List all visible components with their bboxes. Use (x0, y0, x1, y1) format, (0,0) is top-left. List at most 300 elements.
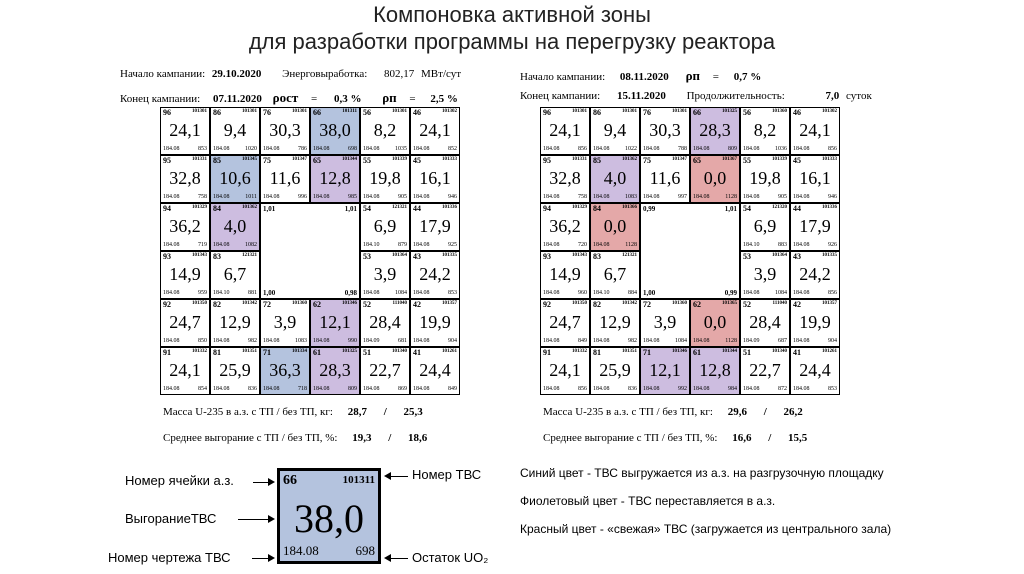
burnup-value: 19,8 (749, 168, 781, 188)
tvs-number: 101331 (192, 157, 207, 162)
corner-coefficient: 1,01 (263, 205, 276, 213)
tvs-number: 101360 (772, 109, 787, 114)
tvs-number: 101350 (192, 301, 207, 306)
central-channel-area (260, 203, 360, 299)
burnup-value: 6,7 (223, 264, 247, 284)
right-mass-summary (543, 406, 803, 418)
core-cell (210, 155, 260, 203)
burnup-value: 24,2 (799, 264, 831, 284)
uo2-residue: 687 (778, 338, 787, 344)
burnup-value: 24,1 (799, 120, 831, 140)
drawing-number: 184.08 (363, 386, 380, 392)
tvs-number: 101364 (392, 253, 407, 258)
core-cell (160, 107, 210, 155)
core-cell (640, 299, 690, 347)
cell-number: 91 (543, 348, 551, 357)
cell-number: 56 (743, 108, 751, 117)
uo2-residue: 856 (828, 290, 837, 296)
tvs-number: 101331 (572, 157, 587, 162)
right-rho-p-value: 0,7 % (733, 71, 762, 83)
uo2-residue: 946 (448, 194, 457, 200)
tvs-number: 101301 (572, 109, 587, 114)
core-layout-left (160, 107, 460, 395)
note-blue: Синий цвет - ТВС выгружается из а.з. на разгрузочную площадку (520, 466, 884, 480)
drawing-number: 184.10 (213, 290, 230, 296)
legend-label-cell-number: Номер ячейки а.з. (125, 473, 234, 488)
cell-number: 56 (363, 108, 371, 117)
right-mass-sep: / (763, 406, 767, 418)
core-cell (790, 251, 840, 299)
core-cell (410, 251, 460, 299)
drawing-number: 184.08 (693, 146, 710, 152)
uo2-residue: 809 (728, 146, 737, 152)
drawing-number: 184.10 (593, 290, 610, 296)
core-cell (360, 299, 410, 347)
tvs-number: 101357 (442, 301, 457, 306)
tvs-number: 101367 (722, 157, 737, 162)
arrow-left-icon (386, 558, 408, 559)
burnup-value: 24,1 (549, 120, 581, 140)
tvs-number: 111040 (772, 301, 787, 306)
burnup-value: 6,9 (753, 216, 777, 236)
left-energy-unit: МВт/сут (421, 68, 462, 80)
tvs-number: 101335 (442, 253, 457, 258)
uo2-residue: 1011 (245, 194, 257, 200)
burnup-value: 8,2 (373, 120, 397, 140)
uo2-residue: 884 (628, 290, 637, 296)
cell-number: 61 (693, 348, 701, 357)
burnup-value: 24,1 (169, 120, 201, 140)
burnup-value: 24,7 (549, 312, 581, 332)
legend-residue: 698 (355, 543, 375, 558)
uo2-residue: 1084 (775, 290, 787, 296)
core-cell (590, 155, 640, 203)
uo2-residue: 853 (448, 290, 457, 296)
tvs-number: 101342 (622, 301, 637, 306)
burnup-value: 22,7 (369, 360, 401, 380)
burnup-value: 24,4 (799, 360, 831, 380)
arrow-right-icon (253, 482, 273, 483)
core-cell (160, 203, 210, 251)
burnup-value: 12,9 (599, 312, 631, 332)
drawing-number: 184.08 (593, 146, 610, 152)
burnup-value: 4,0 (223, 216, 247, 236)
right-duration-label: Продолжительность: (686, 90, 785, 102)
right-duration-value: 7,0 (825, 90, 840, 102)
right-duration-unit: суток (846, 90, 872, 102)
cell-number: 71 (643, 348, 651, 357)
left-end-label: Конец кампании: (120, 93, 201, 105)
arrow-right-icon (252, 558, 273, 559)
tvs-number: 101345 (242, 157, 257, 162)
uo2-residue: 984 (728, 386, 737, 392)
right-rho-p-eq: = (712, 71, 719, 83)
core-cell (260, 347, 310, 395)
uo2-residue: 720 (578, 242, 587, 248)
cell-number: 81 (213, 348, 221, 357)
cell-number: 62 (313, 300, 321, 309)
drawing-number: 184.08 (363, 146, 380, 152)
uo2-residue: 852 (448, 146, 457, 152)
cell-number: 95 (543, 156, 551, 165)
left-mass-sep: / (383, 406, 387, 418)
tvs-number: 101301 (292, 109, 307, 114)
drawing-number: 184.08 (643, 194, 660, 200)
drawing-number: 184.08 (313, 146, 330, 152)
left-burn-label: Среднее выгорание с ТП / без ТП, %: (163, 432, 338, 444)
core-cell (690, 347, 740, 395)
core-cell (740, 155, 790, 203)
core-cell (360, 203, 410, 251)
cell-number: 46 (793, 108, 801, 117)
left-mass-label: Масса U-235 в а.з. с ТП / без ТП, кг: (163, 406, 333, 418)
uo2-residue: 959 (198, 290, 207, 296)
tvs-number: 101301 (242, 109, 257, 114)
drawing-number: 184.08 (743, 386, 760, 392)
uo2-residue: 1082 (245, 242, 257, 248)
uo2-residue: 850 (198, 338, 207, 344)
cell-number: 75 (263, 156, 271, 165)
burnup-value: 9,4 (603, 120, 627, 140)
uo2-residue: 1084 (395, 290, 407, 296)
drawing-number: 184.08 (163, 338, 180, 344)
core-cell (690, 155, 740, 203)
uo2-residue: 849 (448, 386, 457, 392)
left-start-label: Начало кампании: (120, 68, 206, 80)
drawing-number: 184.08 (793, 242, 810, 248)
uo2-residue: 992 (678, 386, 687, 392)
legend-burnup-value: 38,0 (294, 496, 364, 541)
core-cell (790, 155, 840, 203)
uo2-residue: 990 (348, 338, 357, 344)
tvs-number: 111040 (392, 301, 407, 306)
drawing-number: 184.08 (643, 338, 660, 344)
left-burn-a: 19,3 (352, 432, 372, 444)
drawing-number: 184.10 (743, 242, 760, 248)
cell-number: 76 (263, 108, 271, 117)
drawing-number: 184.08 (163, 290, 180, 296)
right-burnup-summary (543, 432, 807, 444)
drawing-number: 184.08 (213, 338, 230, 344)
drawing-number: 184.08 (413, 146, 430, 152)
cell-number: 85 (213, 156, 221, 165)
burnup-value: 4,0 (603, 168, 627, 188)
right-end-value: 15.11.2020 (616, 90, 666, 102)
drawing-number: 184.08 (163, 386, 180, 392)
burnup-value: 24,2 (419, 264, 451, 284)
left-rho-p-label: ρп (382, 90, 397, 105)
right-start-label: Начало кампании: (520, 71, 606, 83)
core-cell (360, 251, 410, 299)
cell-number: 44 (413, 204, 421, 213)
uo2-residue: 905 (778, 194, 787, 200)
core-cell (540, 347, 590, 395)
right-mass-a: 29,6 (727, 406, 747, 418)
drawing-number: 184.08 (793, 338, 810, 344)
right-info-row1 (520, 68, 761, 84)
right-mass-b: 26,2 (783, 406, 803, 418)
drawing-number: 184.08 (543, 338, 560, 344)
uo2-residue: 854 (198, 386, 207, 392)
cell-number: 83 (593, 252, 601, 261)
uo2-residue: 836 (628, 386, 637, 392)
uo2-residue: 856 (828, 146, 837, 152)
drawing-number: 184.08 (793, 146, 810, 152)
cell-number: 55 (743, 156, 751, 165)
drawing-number: 184.08 (593, 338, 610, 344)
burnup-value: 12,8 (319, 168, 351, 188)
corner-coefficient: 1,00 (263, 289, 276, 297)
left-rho-ost-eq: = (310, 93, 318, 105)
central-channel-area (640, 203, 740, 299)
core-cell (160, 251, 210, 299)
legend-cell-number: 66 (283, 473, 297, 488)
drawing-number: 184.08 (413, 242, 430, 248)
tvs-number: 101364 (772, 253, 787, 258)
cell-number: 94 (543, 204, 551, 213)
cell-number: 95 (163, 156, 171, 165)
core-cell (310, 299, 360, 347)
uo2-residue: 881 (248, 290, 257, 296)
uo2-residue: 856 (578, 386, 587, 392)
burnup-value: 0,0 (703, 168, 727, 188)
drawing-number: 184.08 (543, 386, 560, 392)
core-cell (310, 155, 360, 203)
drawing-number: 184.08 (263, 338, 280, 344)
cell-number: 83 (213, 252, 221, 261)
uo2-residue: 853 (828, 386, 837, 392)
uo2-residue: 849 (578, 338, 587, 344)
drawing-number: 184.08 (543, 146, 560, 152)
tvs-number: 101261 (822, 349, 837, 354)
cell-number: 82 (593, 300, 601, 309)
corner-coefficient: 0,98 (344, 289, 357, 297)
drawing-number: 184.08 (213, 242, 230, 248)
burnup-value: 12,1 (319, 312, 351, 332)
burnup-value: 17,9 (799, 216, 831, 236)
tvs-number: 101301 (672, 109, 687, 114)
tvs-number: 121321 (622, 253, 637, 258)
drawing-number: 184.08 (593, 386, 610, 392)
core-layout-right (540, 107, 840, 395)
core-cell (260, 155, 310, 203)
core-cell (590, 203, 640, 251)
cell-number: 96 (163, 108, 171, 117)
core-cell (540, 299, 590, 347)
right-burn-sep: / (768, 432, 772, 444)
burnup-value: 12,1 (649, 360, 681, 380)
cell-number: 65 (693, 156, 701, 165)
left-mass-summary (163, 406, 423, 418)
tvs-number: 101342 (242, 301, 257, 306)
cell-number: 54 (363, 204, 371, 213)
corner-coefficient: 1,01 (344, 205, 357, 213)
drawing-number: 184.08 (213, 386, 230, 392)
core-cell (790, 203, 840, 251)
tvs-number: 101357 (822, 301, 837, 306)
drawing-number: 184.08 (363, 290, 380, 296)
cell-number: 65 (313, 156, 321, 165)
note-red: Красный цвет - «свежая» ТВС (загружается из центрального зала) (520, 522, 892, 536)
core-cell (690, 107, 740, 155)
tvs-number: 101343 (572, 253, 587, 258)
cell-number: 66 (313, 108, 321, 117)
cell-number: 54 (743, 204, 751, 213)
core-cell (210, 251, 260, 299)
uo2-residue: 946 (828, 194, 837, 200)
tvs-number: 101346 (672, 349, 687, 354)
core-cell (740, 251, 790, 299)
burnup-value: 36,2 (169, 216, 201, 236)
core-cell (740, 107, 790, 155)
tvs-number: 101351 (242, 349, 257, 354)
left-rho-ost-value: 0,3 % (333, 93, 362, 105)
cell-number: 53 (743, 252, 751, 261)
cell-number: 45 (793, 156, 801, 165)
note-purple: Фиолетовый цвет - ТВС переставляется в а.з. (520, 494, 776, 508)
uo2-residue: 997 (678, 194, 687, 200)
uo2-residue: 1020 (245, 146, 257, 152)
corner-coefficient: 1,01 (724, 205, 737, 213)
core-cell (690, 299, 740, 347)
cell-number: 61 (313, 348, 321, 357)
burnup-value: 10,6 (219, 168, 251, 188)
core-cell (590, 347, 640, 395)
core-cell (360, 347, 410, 395)
left-mass-b: 25,3 (403, 406, 423, 418)
drawing-number: 184.08 (643, 386, 660, 392)
uo2-residue: 719 (198, 242, 207, 248)
uo2-residue: 1036 (775, 146, 787, 152)
tvs-number: 101362 (242, 205, 257, 210)
burnup-value: 28,4 (749, 312, 781, 332)
legend-tvs-number: 101311 (342, 474, 375, 486)
drawing-number: 184.08 (693, 386, 710, 392)
core-cell (210, 347, 260, 395)
core-cell (540, 155, 590, 203)
tvs-number: 101360 (292, 301, 307, 306)
tvs-number: 101301 (622, 109, 637, 114)
tvs-number: 101301 (192, 109, 207, 114)
cell-number: 43 (793, 252, 801, 261)
drawing-number: 184.08 (413, 338, 430, 344)
tvs-number: 101346 (342, 301, 357, 306)
tvs-number: 101333 (822, 157, 837, 162)
arrow-right-icon (238, 519, 273, 520)
cell-number: 93 (163, 252, 171, 261)
drawing-number: 184.08 (543, 194, 560, 200)
cell-number: 66 (693, 108, 701, 117)
drawing-number: 184.08 (213, 194, 230, 200)
tvs-number: 101340 (392, 349, 407, 354)
drawing-number: 184.08 (593, 242, 610, 248)
uo2-residue: 718 (298, 386, 307, 392)
uo2-residue: 879 (398, 242, 407, 248)
drawing-number: 184.08 (413, 194, 430, 200)
cell-number: 72 (643, 300, 651, 309)
burnup-value: 24,4 (419, 360, 451, 380)
burnup-value: 12,9 (219, 312, 251, 332)
core-cell (410, 107, 460, 155)
drawing-number: 184.10 (363, 242, 380, 248)
core-cell (410, 299, 460, 347)
drawing-number: 184.08 (313, 194, 330, 200)
burnup-value: 28,4 (369, 312, 401, 332)
cell-number: 94 (163, 204, 171, 213)
uo2-residue: 960 (578, 290, 587, 296)
uo2-residue: 1083 (295, 338, 307, 344)
burnup-value: 14,9 (549, 264, 581, 284)
drawing-number: 184.08 (793, 290, 810, 296)
uo2-residue: 985 (348, 194, 357, 200)
cell-number: 43 (413, 252, 421, 261)
cell-number: 42 (413, 300, 421, 309)
cell-number: 82 (213, 300, 221, 309)
cell-number: 51 (743, 348, 751, 357)
burnup-value: 38,0 (319, 120, 351, 140)
burnup-value: 11,6 (649, 168, 681, 188)
right-burn-b: 15,5 (788, 432, 808, 444)
core-cell (740, 347, 790, 395)
burnup-value: 36,3 (269, 360, 301, 380)
burnup-value: 28,3 (319, 360, 351, 380)
legend-drawing-number: 184.08 (283, 543, 319, 558)
tvs-number: 101347 (672, 157, 687, 162)
core-cell (410, 347, 460, 395)
core-cell (640, 155, 690, 203)
tvs-number: 101362 (622, 157, 637, 162)
cell-number: 62 (693, 300, 701, 309)
core-cell (160, 347, 210, 395)
tvs-number: 101339 (772, 157, 787, 162)
legend-cell (277, 468, 381, 564)
uo2-residue: 698 (348, 146, 357, 152)
drawing-number: 184.08 (163, 194, 180, 200)
tvs-number: 101344 (722, 349, 737, 354)
burnup-value: 11,6 (269, 168, 301, 188)
uo2-residue: 1128 (625, 242, 637, 248)
tvs-number: 101334 (292, 349, 307, 354)
cell-number: 92 (543, 300, 551, 309)
burnup-value: 24,1 (169, 360, 201, 380)
drawing-number: 184.08 (313, 386, 330, 392)
burnup-value: 32,8 (169, 168, 201, 188)
drawing-number: 184.08 (263, 194, 280, 200)
burnup-value: 8,2 (753, 120, 777, 140)
burnup-value: 30,3 (269, 120, 301, 140)
core-cell (540, 203, 590, 251)
uo2-residue: 883 (778, 242, 787, 248)
tvs-number: 101350 (572, 301, 587, 306)
core-cell (260, 299, 310, 347)
tvs-number: 101347 (292, 157, 307, 162)
burnup-value: 0,0 (703, 312, 727, 332)
core-cell (160, 299, 210, 347)
burnup-value: 19,8 (369, 168, 401, 188)
corner-coefficient: 1,00 (643, 289, 656, 297)
cell-number: 41 (793, 348, 801, 357)
left-energy-value: 802,17 (384, 68, 415, 80)
drawing-number: 184.08 (213, 146, 230, 152)
right-burn-a: 16,6 (732, 432, 752, 444)
burnup-value: 14,9 (169, 264, 201, 284)
drawing-number: 184.08 (543, 290, 560, 296)
corner-coefficient: 0,99 (643, 205, 656, 213)
tvs-number: 121320 (772, 205, 787, 210)
drawing-number: 184.08 (643, 146, 660, 152)
cell-number: 46 (413, 108, 421, 117)
tvs-number: 101332 (572, 349, 587, 354)
